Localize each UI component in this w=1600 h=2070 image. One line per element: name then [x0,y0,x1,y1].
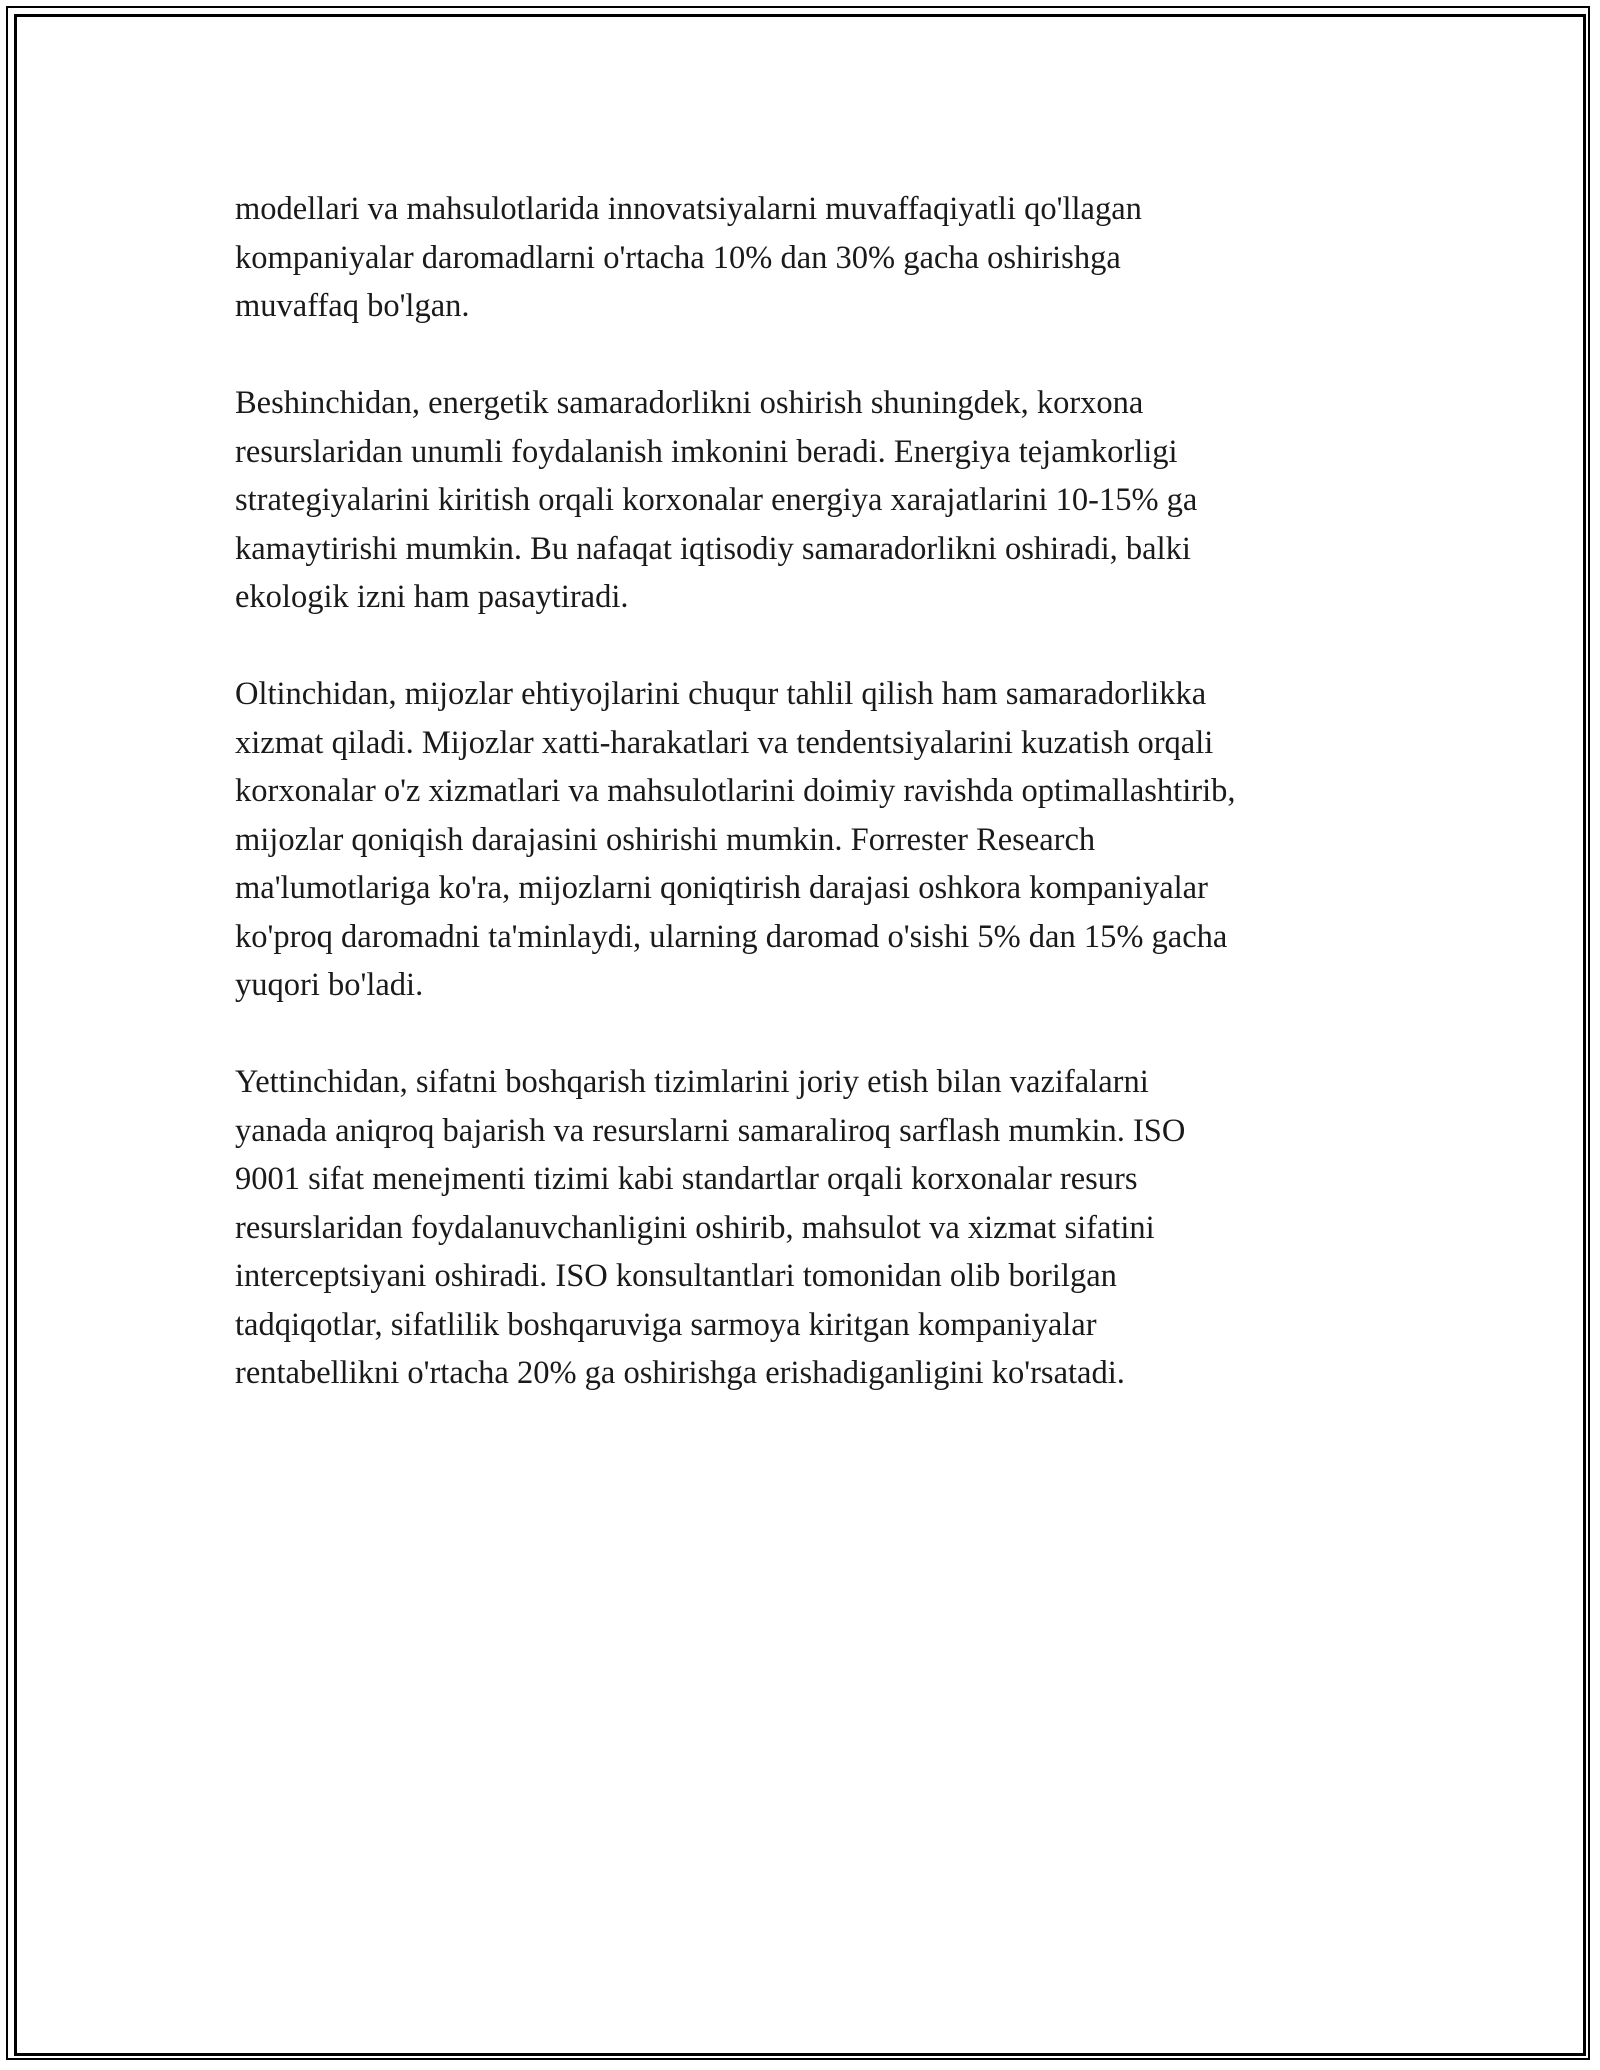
text-line: modellari va mahsulotlarida innovatsiyalarni muvaffaqiyatli qo'llagan [235,191,1142,227]
text-line: interceptsiyani oshiradi. ISO konsultantlari tomonidan olib borilgan [235,1258,1117,1294]
text-line: resurslaridan unumli foydalanish imkonini beradi. Energiya tejamkorligi [235,433,1178,470]
text-line: kompaniyalar daromadlarni o'rtacha 10% dan 30% gacha oshirishga [235,239,1121,276]
text-line: Yettinchidan, sifatni boshqarish tizimlarini joriy etish bilan vazifalarni [235,1064,1149,1100]
text-line: kamaytirishi mumkin. Bu nafaqat iqtisodiy samaradorlikni oshiradi, balki [235,530,1191,567]
text-line: xizmat qiladi. Mijozlar xatti-harakatlari va tendentsiyalarini kuzatish orqali [235,724,1214,761]
text-line: ekologik izni ham pasaytiradi. [235,579,629,615]
text-line: tadqiqotlar, sifatlilik boshqaruviga sarmoya kiritgan kompaniyalar [235,1306,1097,1343]
text-line: korxonalar o'z xizmatlari va mahsulotlarini doimiy ravishda optimallashtirib, [235,773,1236,809]
paragraph-1 [235,185,1375,331]
document-body [235,185,1375,1398]
paragraph-2 [235,379,1375,622]
paragraph-3 [235,670,1375,1010]
text-line: yuqori bo'ladi. [235,967,424,1003]
text-line: Oltinchidan, mijozlar ehtiyojlarini chuqur tahlil qilish ham samaradorlikka [235,676,1207,712]
text-line: Beshinchidan, energetik samaradorlikni oshirish shuningdek, korxona [235,385,1144,421]
text-line: 9001 sifat menejmenti tizimi kabi standartlar orqali korxonalar resurs [235,1161,1138,1197]
text-line: mijozlar qoniqish darajasini oshirishi mumkin. Forrester Research [235,821,1096,858]
text-line: yanada aniqroq bajarish va resurslarni samaraliroq sarflash mumkin. ISO [235,1112,1186,1149]
text-line: muvaffaq bo'lgan. [235,288,470,324]
text-line: ko'proq daromadni ta'minlaydi, ularning daromad o'sishi 5% dan 15% gacha [235,918,1228,955]
text-line: strategiyalarini kiritish orqali korxonalar energiya xarajatlarini 10-15% ga [235,482,1198,518]
paragraph-4 [235,1058,1375,1398]
text-line: ma'lumotlariga ko'ra, mijozlarni qoniqtirish darajasi oshkora kompaniyalar [235,870,1208,906]
text-line: rentabellikni o'rtacha 20% ga oshirishga erishadiganligini ko'rsatadi. [235,1355,1125,1391]
text-line: resurslaridan foydalanuvchanligini oshirib, mahsulot va xizmat sifatini [235,1209,1155,1246]
